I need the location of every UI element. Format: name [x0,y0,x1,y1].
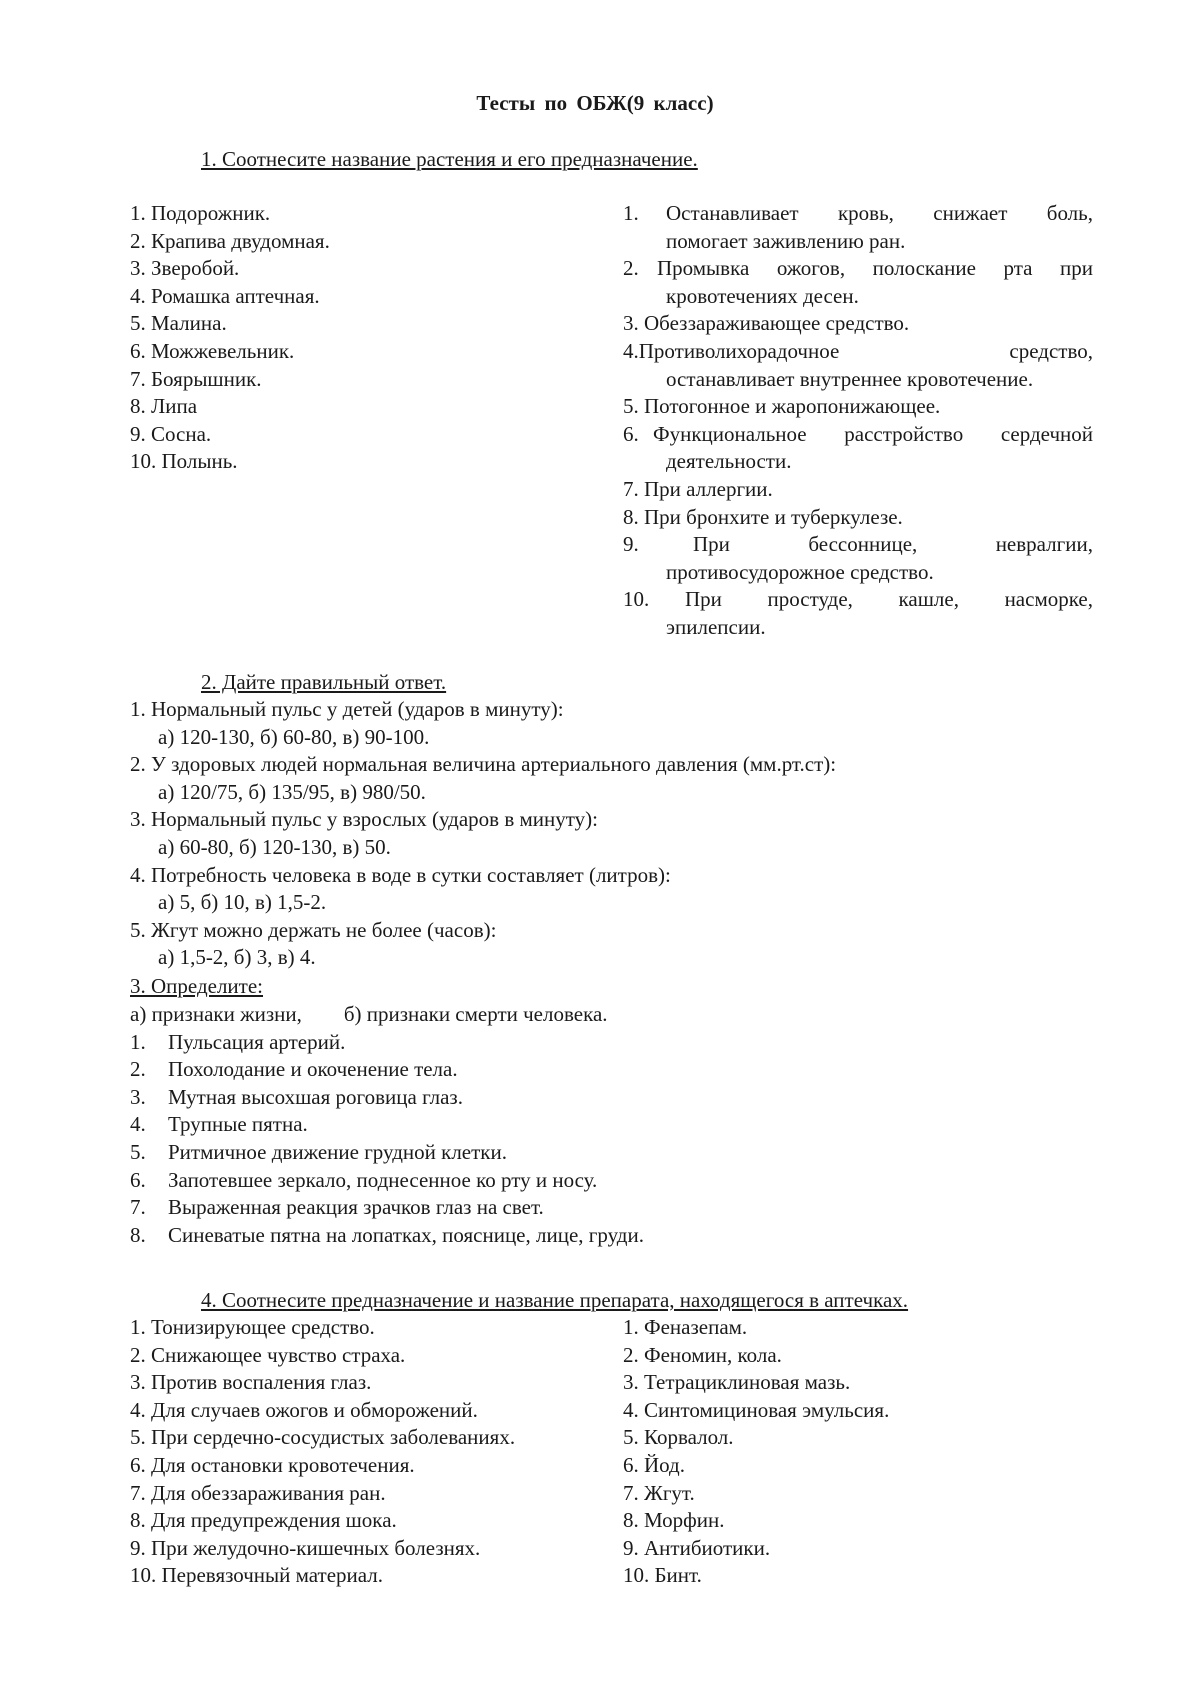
list-item: 8. При бронхите и туберкулезе. [623,504,903,529]
list-item: 4. Трупные пятна. [130,1112,308,1137]
list-item: 7. При аллергии. [623,476,773,501]
list-item: 5. Корвалол. [623,1425,734,1450]
list-item: 10. Перевязочный материал. [130,1563,384,1588]
list-item: 1. Феназепам. [623,1315,748,1339]
list-item: 2. Промывка ожогов, полоскание рта при кровотечениях десен. [623,256,1093,308]
list-item: 7. Для обеззараживания ран. [130,1480,386,1505]
list-item: 8. Синеватые пятна на лопатках, пояснице, лице, груди. [130,1222,644,1247]
list-item: 6. Функциональное расстройство сердечной деятельности. [623,421,1093,474]
list-item: 6. Запотевшее зеркало, поднесенное ко рту и носу. [130,1167,598,1192]
list-item: 5. Потогонное и жаропонижающее. [623,394,941,419]
list-item: 2. Крапива двудомная. [130,228,330,253]
answer-options: а) 120-130, б) 60-80, в) 90-100. [158,724,430,749]
list-item: 1. Пульсация артерий. [130,1029,346,1054]
list-item: 5. Ритмичное движение грудной клетки. [130,1139,507,1164]
list-item: 6. Можжевельник. [130,338,295,363]
list-item: 5. При сердечно-сосудистых заболеваниях. [130,1425,516,1450]
list-item: 7. Боярышник. [130,366,262,391]
list-item: 10. Бинт. [623,1563,702,1588]
list-item: 9. Сосна. [130,421,212,446]
list-item: 1. Останавливает кровь, снижает боль, помогает заживлению ран. [623,201,1093,253]
list-item: 3. Зверобой. [130,256,240,281]
list-item: 1. Тонизирующее средство. [130,1315,375,1339]
list-item: 7. Выраженная реакция зрачков глаз на свет. [130,1195,544,1220]
list-item: 9. При желудочно-кишечных болезнях. [130,1535,481,1560]
list-item: 9. Антибиотики. [623,1535,771,1560]
section3-heading: 3. Определите: [130,974,264,998]
section2-questions [130,696,1090,972]
list-item: 10. При простуде, кашле, насморке, эпилепсии. [623,587,1093,639]
list-item: 8. Для предупреждения шока. [130,1508,397,1533]
list-item: 2. Феномин, кола. [623,1342,782,1367]
section1-heading: 1. Соотнесите название растения и его предназначение. [201,147,698,171]
list-item: 4. Ромашка аптечная. [130,283,320,308]
list-item: 4. Противолихорадочное средство, останавливает внутреннее кровотечение. [623,338,1093,391]
question: 1. Нормальный пульс у детей (ударов в минуту): а) 120-130, б) 60-80, в) 90-100. [130,696,1090,751]
list-item: 8. Морфин. [623,1508,725,1533]
question: 3. Нормальный пульс у взрослых (ударов в минуту): а) 60-80, б) 120-130, в) 50. [130,806,1090,861]
section1-plants-list [130,200,570,476]
list-item: 2. Похолодание и окоченение тела. [130,1057,458,1082]
question: 5. Жгут можно держать не более (часов): а) 1,5-2, б) 3, в) 4. [130,917,1090,972]
list-item: 5. Малина. [130,311,227,336]
list-item: 6. Йод. [623,1452,685,1477]
list-item: 4. Синтомициновая эмульсия. [623,1397,890,1422]
list-item: 9. При бессоннице, невралгии, противосудорожное средство. [623,532,1093,584]
section3-list [130,1001,1090,1249]
list-item: 1. Подорожник. [130,201,271,225]
question: 2. У здоровых людей нормальная величина артериального давления (мм.рт.ст): а) 120/75, б) 135/95, в) 980/50. [130,751,1090,806]
list-item: 8. Липа [130,394,198,419]
answer-options: а) 5, б) 10, в) 1,5-2. [158,890,327,915]
section4-heading: 4. Соотнесите предназначение и название препарата, находящегося в аптечках. [201,1288,909,1312]
section2-heading: 2. Дайте правильный ответ. [201,670,447,694]
section4-medicines-list [623,1314,1093,1590]
answer-options: а) 1,5-2, б) 3, в) 4. [158,945,316,970]
section3-subtitle: а) признаки жизни, б) признаки смерти человека. [130,1002,608,1026]
question: 4. Потребность человека в воде в сутки составляет (литров): а) 5, б) 10, в) 1,5-2. [130,862,1090,917]
answer-options: а) 60-80, б) 120-130, в) 50. [158,834,391,859]
list-item: 3. Мутная высохшая роговица глаз. [130,1084,463,1109]
section4-purposes-list [130,1314,610,1590]
list-item: 3. Обеззараживающее средство. [623,311,910,336]
section1-purposes-list [623,200,1093,642]
list-item: 4. Для случаев ожогов и обморожений. [130,1397,478,1422]
document-title: Тесты по ОБЖ(9 класс) [476,91,714,115]
list-item: 3. Против воспаления глаз. [130,1370,372,1395]
answer-options: а) 120/75, б) 135/95, в) 980/50. [158,779,426,804]
list-item: 3. Тетрациклиновая мазь. [623,1370,851,1395]
list-item: 2. Снижающее чувство страха. [130,1342,406,1367]
list-item: 6. Для остановки кровотечения. [130,1452,415,1477]
list-item: 7. Жгут. [623,1480,695,1505]
list-item: 10. Полынь. [130,449,238,474]
